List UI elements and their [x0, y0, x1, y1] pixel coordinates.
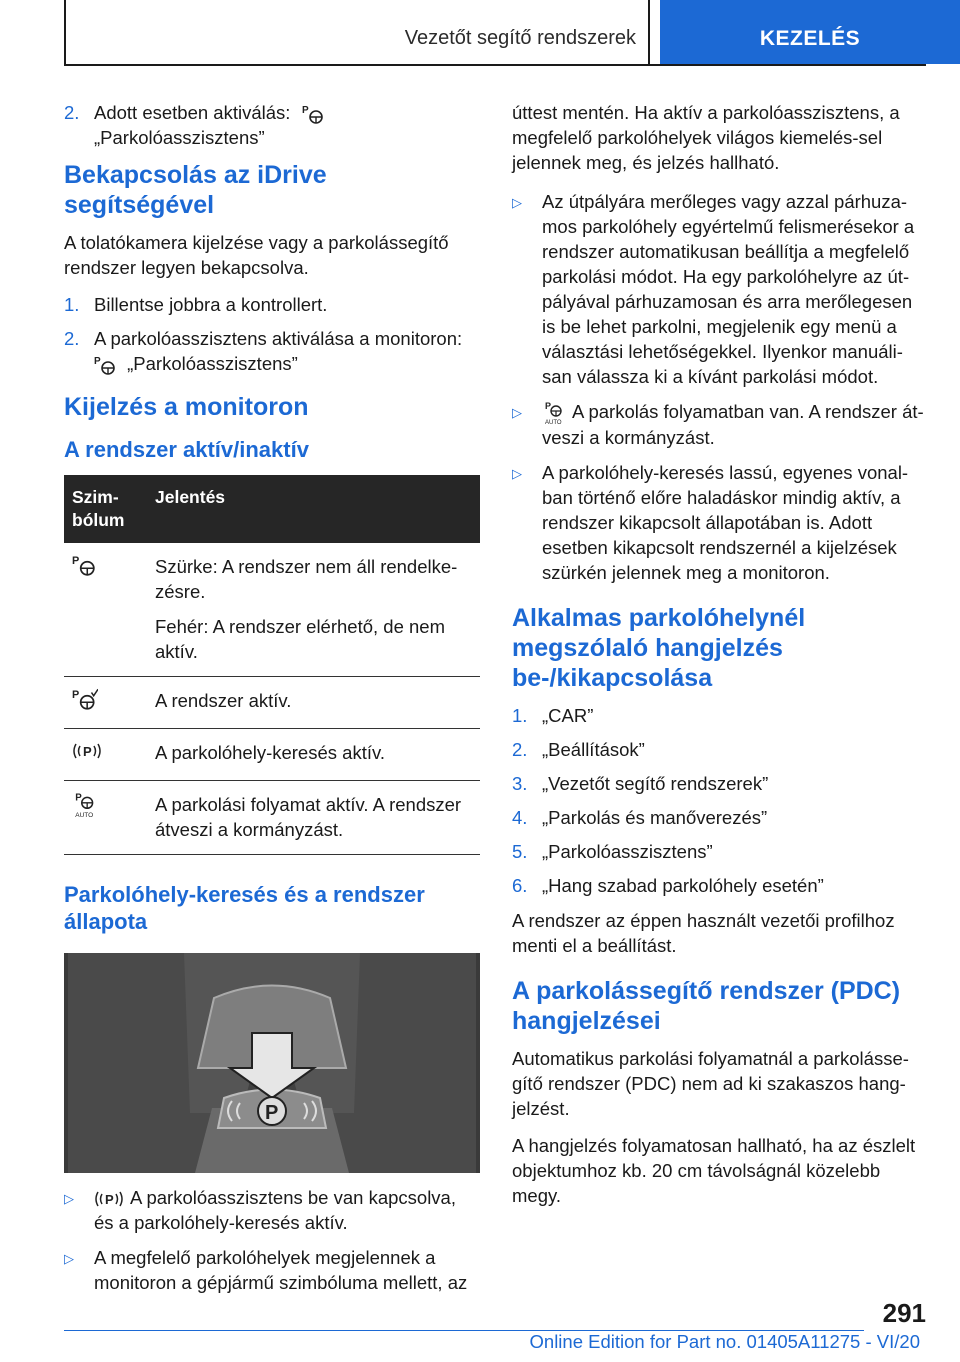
pdc-paragraph-2: A hangjelzés folyamatosan hallható, ha az észlelt objektumhoz kb. 20 cm távolságnál közelebb megy. [512, 1135, 916, 1207]
meaning-cell [147, 729, 480, 781]
step-number: 2. [64, 328, 80, 349]
continuation-paragraph: úttest mentén. Ha aktív a parkolóasszisztens, a megfelelő parkolóhelyek világos kiemelés-sel jelennek meg, és jelzés hallható. [512, 102, 900, 173]
bullet-text-content: A parkolás folyamatban van. A rendszer át-veszi a kormányzást. [542, 401, 924, 449]
list-item [512, 873, 926, 898]
subheading-search: Parkolóhely-keresés és a rendszer állapota [64, 882, 425, 934]
bullet-text-content: A parkolóasszisztens be van kapcsolva, és a parkolóhely-keresés aktív. [94, 1187, 456, 1234]
step-text: „CAR” [542, 705, 594, 727]
step-text [94, 326, 462, 376]
parking-space-search-icon [72, 740, 102, 762]
meaning-line: Szürke: A rendszer nem áll rendelke-zésre. [155, 556, 458, 602]
parking-assistant-icon [302, 104, 324, 124]
svg-text:P: P [75, 792, 82, 804]
header-rule [64, 64, 926, 66]
heading-monitor: Kijelzés a monitoron [64, 393, 309, 421]
table-header-row [64, 475, 480, 543]
svg-text:P: P [94, 356, 101, 368]
bullet-triangle-icon: ▷ [512, 466, 522, 482]
column-header-symbol: Szim-bólum [64, 475, 147, 543]
svg-text:P: P [83, 744, 92, 759]
column-header-meaning: Jelentés [147, 475, 480, 543]
bullet-text: A parkolóhely-keresés lassú, egyenes vonal-ban történő előre haladáskor mindig aktív, a rendszer kikapcsolt állapotában is. Adott esetben kikapcsolt rendszernél a kijelzések szürkén jelennek meg a monitoron. [542, 462, 909, 584]
symbol-cell [64, 729, 147, 781]
svg-text:AUTO: AUTO [545, 420, 562, 426]
meaning-cell [147, 781, 480, 855]
chapter-tab: KEZELÉS [660, 0, 960, 64]
parking-assistant-active-icon [72, 688, 98, 710]
svg-text:P: P [545, 401, 552, 412]
meaning-line: A rendszer aktív. [155, 690, 292, 711]
step-number: 2. [512, 739, 528, 761]
bullet-triangle-icon: ▷ [64, 1191, 74, 1206]
bullet-triangle-icon: ▷ [512, 195, 522, 210]
right-bullets [512, 189, 926, 585]
subheading-active: A rendszer aktív/inaktív [64, 437, 309, 462]
parking-assistant-icon [72, 554, 96, 576]
list-item [64, 100, 480, 150]
step-text: „Beállítások” [542, 739, 645, 761]
bullet-text [542, 399, 926, 450]
step-text: „Parkolás és manőverezés” [542, 807, 768, 829]
list-item [64, 292, 480, 317]
list-item [512, 839, 926, 864]
heading-signal: Alkalmas parkolóhelynél megszólaló hangjelzés be-/kikapcsolása [512, 604, 806, 693]
header-divider [648, 0, 650, 64]
list-item [512, 189, 926, 389]
step-text-before: A parkolóasszisztens aktiválása a monitoron: [94, 328, 463, 349]
step-text [94, 100, 330, 150]
meaning-cell [147, 543, 480, 677]
step-number: 4. [512, 807, 528, 829]
heading-idrive: Bekapcsolás az iDrive segítségével [64, 161, 327, 219]
pdc-paragraph-1: Automatikus parkolási folyamatnál a parkolásse-gítő rendszer (PDC) nem ad ki szakaszos hang-jelzést. [512, 1048, 909, 1120]
table-row [64, 677, 480, 729]
left-bullets [64, 1185, 480, 1295]
step-number: 6. [512, 875, 528, 897]
step-text: „Parkolóasszisztens” [542, 841, 713, 863]
meaning-line: A parkolóhely-keresés aktív. [155, 742, 385, 763]
svg-text:P: P [72, 554, 80, 567]
svg-text:P: P [301, 105, 309, 117]
meaning-line: A parkolási folyamat aktív. A rendszer átveszi a kormányzást. [155, 794, 462, 840]
edition-footer: Online Edition for Part no. 01405A11275 - VI/20 [529, 1331, 920, 1352]
right-column [512, 100, 926, 1220]
meaning-line: Fehér: A rendszer elérhető, de nem aktív. [155, 616, 446, 662]
table-row [64, 543, 480, 677]
symbol-cell [64, 781, 147, 855]
symbol-cell [64, 543, 147, 677]
heading-pdc: A parkolássegítő rendszer (PDC) hangjelzései [512, 977, 901, 1036]
table-row [64, 781, 480, 855]
svg-text:P: P [105, 1192, 114, 1208]
intro-step [64, 100, 480, 150]
step-text-after: „Parkolóasszisztens” [127, 353, 298, 374]
table-row [64, 729, 480, 781]
step-text: Billentse jobbra a kontrollert. [94, 294, 328, 315]
section-title: Vezetőt segítő rendszerek [404, 27, 636, 49]
signal-steps [512, 703, 926, 898]
parking-space-search-icon [94, 1188, 124, 1210]
step-number: 1. [64, 294, 80, 315]
step-number: 1. [512, 705, 528, 727]
parking-auto-icon [542, 401, 566, 425]
list-item [512, 771, 926, 796]
bullet-text [94, 1185, 480, 1235]
bullet-triangle-icon: ▷ [64, 1251, 74, 1267]
idrive-steps [64, 292, 480, 376]
step-text: „Vezetőt segítő rendszerek” [542, 773, 769, 795]
bullet-text: A megfelelő parkolóhelyek megjelennek a monitoron a gépjármű szimbóluma mellett, az [94, 1247, 468, 1294]
symbol-cell [64, 677, 147, 729]
step-number: 5. [512, 841, 528, 863]
list-item [512, 399, 926, 450]
step-text-before: Adott esetben aktiválás: [94, 102, 291, 123]
left-column [64, 100, 480, 1305]
symbol-table [64, 475, 480, 855]
step-number: 2. [64, 102, 80, 123]
list-item [512, 460, 926, 585]
idrive-paragraph: A tolatókamera kijelzése vagy a parkolássegítő rendszer legyen bekapcsolva. [64, 232, 449, 278]
parked-car-monitor-image [64, 953, 480, 1173]
step-number: 3. [512, 773, 528, 795]
page-number: 291 [882, 1298, 926, 1328]
list-item [64, 1185, 480, 1235]
list-item [64, 1245, 480, 1295]
list-item [512, 805, 926, 830]
list-item [512, 737, 926, 762]
list-item [64, 326, 480, 376]
step-text: „Hang szabad parkolóhely esetén” [542, 875, 824, 897]
step-text-after: „Parkolóasszisztens” [94, 127, 265, 148]
svg-text:AUTO: AUTO [75, 811, 94, 818]
signal-paragraph: A rendszer az éppen használt vezetői profilhoz menti el a beállítást. [512, 910, 895, 957]
parking-assistant-icon [94, 355, 116, 375]
bullet-text: Az útpályára merőleges vagy azzal párhuza-mos parkolóhely egyértelmű felismerésekor a rendszer automatikusan beállítja a megfelelő parkolási módot. Ha egy parkolóhelyre az út-pályával párhuzamosan és arra merőlegesen is be lehet parkolni, megjelenik egy menü a választási lehetőségekkel. Ilyenkor manuáli-san válassza ki a kívánt parkolási módot. [542, 191, 915, 387]
svg-text:P: P [72, 688, 80, 701]
list-item [512, 703, 926, 728]
meaning-cell [147, 677, 480, 729]
bullet-triangle-icon: ▷ [512, 405, 522, 420]
svg-text:P: P [265, 1102, 279, 1124]
parking-auto-icon [72, 792, 98, 818]
